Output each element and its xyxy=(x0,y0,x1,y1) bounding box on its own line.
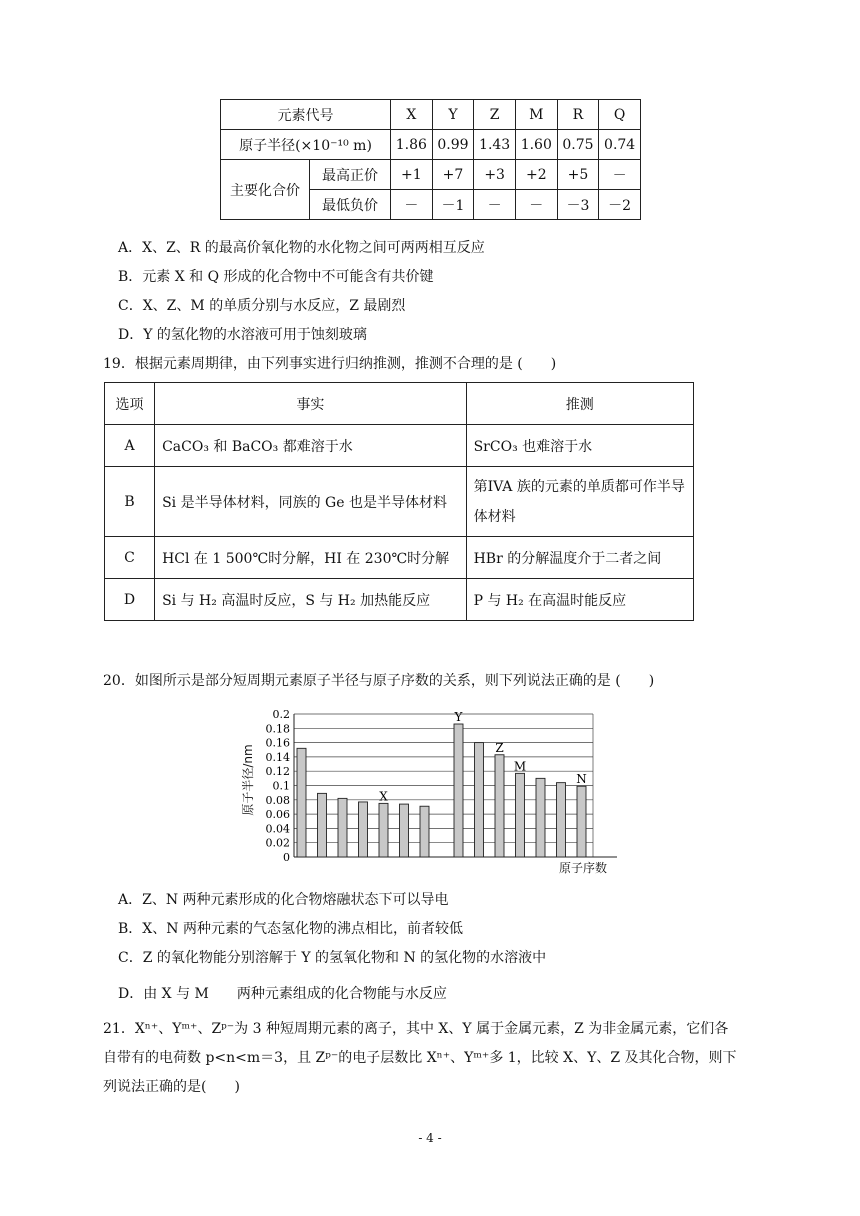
y-tick-label: 0 xyxy=(283,851,290,864)
table-row xyxy=(105,579,694,621)
bar xyxy=(495,755,504,857)
valence-cell: +1 xyxy=(391,160,433,190)
chart-bars xyxy=(297,710,587,857)
table-row xyxy=(221,130,641,160)
valence-cell: － xyxy=(599,160,641,190)
element-symbol-cell: Z xyxy=(474,100,516,130)
y-tick-label: 0.04 xyxy=(265,822,290,836)
table-row xyxy=(105,537,694,579)
bar xyxy=(516,773,525,857)
y-tick-label: 0.1 xyxy=(272,779,290,793)
valence-cell: － xyxy=(474,190,516,220)
bar xyxy=(454,724,463,857)
atomic-radius-chart xyxy=(235,700,625,880)
table-header-cell: 最低负价 xyxy=(310,190,391,220)
q19-stem: 19．根据元素周期律，由下列事实进行归纳推测，推测不合理的是 ( ) xyxy=(103,356,557,372)
bar xyxy=(536,778,545,857)
q19-header-inference: 推测 xyxy=(466,383,693,425)
q19-option-cell: D xyxy=(105,579,155,621)
q20-stem: 20．如图所示是部分短周期元素原子半径与原子序数的关系，则下列说法正确的是 ( ) xyxy=(103,673,655,689)
q19-header-option: 选项 xyxy=(105,383,155,425)
q19-fact-cell: Si 与 H₂ 高温时反应，S 与 H₂ 加热能反应 xyxy=(155,579,467,621)
valence-cell: －2 xyxy=(599,190,641,220)
chart-ticks xyxy=(266,708,291,864)
q18-option-b: B．元素 X 和 Q 形成的化合物中不可能含有共价键 xyxy=(118,269,434,285)
table-row xyxy=(221,100,641,130)
table-header-cell: 原子半径(×10⁻¹⁰ m) xyxy=(221,130,391,160)
q19-fact-cell: HCl 在 1 500℃时分解，HI 在 230℃时分解 xyxy=(155,537,467,579)
q19-option-cell: B xyxy=(105,467,155,537)
q19-fact-cell: Si 是半导体材料，同族的 Ge 也是半导体材料 xyxy=(155,467,467,537)
valence-cell: － xyxy=(515,190,557,220)
q19-table xyxy=(104,382,694,621)
valence-cell: +3 xyxy=(474,160,516,190)
bar-label: M xyxy=(513,759,527,774)
page-number: - 4 - xyxy=(418,1131,442,1145)
q19-inference-cell: 第IVA 族的元素的单质都可作半导体材料 xyxy=(466,467,693,537)
y-tick-label: 0.14 xyxy=(265,750,290,764)
q19-header-fact: 事实 xyxy=(155,383,467,425)
chart-xlabel: 原子序数 xyxy=(558,861,608,875)
q19-inference-cell: HBr 的分解温度介于二者之间 xyxy=(466,537,693,579)
y-tick-label: 0.06 xyxy=(265,808,290,822)
y-tick-label: 0.16 xyxy=(265,736,290,750)
y-tick-label: 0.18 xyxy=(265,722,290,736)
bar xyxy=(400,804,409,857)
q21-line-3: 列说法正确的是( ) xyxy=(103,1079,240,1095)
bar-label: Z xyxy=(495,740,504,755)
chart-ylabel: 原子半径/nm xyxy=(241,744,255,816)
table-row xyxy=(221,160,641,190)
q19-option-cell: A xyxy=(105,425,155,467)
element-symbol-cell: X xyxy=(391,100,433,130)
valence-cell: －3 xyxy=(557,190,599,220)
y-tick-label: 0.12 xyxy=(265,765,290,779)
bar xyxy=(318,793,327,857)
q21-line-2: 自带有的电荷数 p<n<m＝3，且 Zᵖ⁻的电子层数比 Xⁿ⁺、Yᵐ⁺多 1，比较 X、Y、Z 及其化合物，则下 xyxy=(103,1050,737,1066)
element-symbol-cell: M xyxy=(515,100,557,130)
q19-inference-cell: P 与 H₂ 在高温时能反应 xyxy=(466,579,693,621)
table-row xyxy=(105,383,694,425)
y-tick-label: 0.02 xyxy=(265,836,290,850)
bar xyxy=(577,786,586,857)
q18-option-d: D．Y 的氢化物的水溶液可用于蚀刻玻璃 xyxy=(118,327,367,343)
element-symbol-cell: R xyxy=(557,100,599,130)
bar-label: N xyxy=(576,772,587,787)
table-row xyxy=(105,425,694,467)
bar-label: X xyxy=(379,789,388,804)
q18-option-a: A．X、Z、R 的最高价氧化物的水化物之间可两两相互反应 xyxy=(118,240,485,256)
bar xyxy=(379,803,388,857)
table-header-cell: 主要化合价 xyxy=(221,160,310,220)
q21-line-1: 21．Xⁿ⁺、Yᵐ⁺、Zᵖ⁻为 3 种短周期元素的离子，其中 X、Y 属于金属元素，Z 为非金属元素，它们各 xyxy=(103,1021,729,1037)
element-symbol-cell: Y xyxy=(432,100,474,130)
bar xyxy=(338,798,347,857)
bar xyxy=(557,783,566,857)
y-tick-label: 0.08 xyxy=(265,793,290,807)
q18-option-c: C．X、Z、M 的单质分别与水反应，Z 最剧烈 xyxy=(118,298,406,314)
bar xyxy=(359,802,368,857)
valence-cell: － xyxy=(391,190,433,220)
q20-option-c: C．Z 的氧化物能分别溶解于 Y 的氢氧化物和 N 的氢化物的水溶液中 xyxy=(118,950,547,966)
bar xyxy=(475,743,484,857)
q20-option-d: D．由 X 与 M 两种元素组成的化合物能与水反应 xyxy=(118,986,447,1002)
element-data-table xyxy=(220,99,641,220)
table-header-cell: 元素代号 xyxy=(221,100,391,130)
valence-cell: +2 xyxy=(515,160,557,190)
bar xyxy=(420,806,429,857)
q20-option-a: A．Z、N 两种元素形成的化合物熔融状态下可以导电 xyxy=(118,892,449,908)
radius-cell: 1.86 xyxy=(391,130,433,160)
table-header-cell: 最高正价 xyxy=(310,160,391,190)
q19-inference-cell: SrCO₃ 也难溶于水 xyxy=(466,425,693,467)
bar-label: Y xyxy=(454,710,463,725)
q19-option-cell: C xyxy=(105,537,155,579)
radius-cell: 1.60 xyxy=(515,130,557,160)
table-row xyxy=(105,467,694,537)
radius-cell: 1.43 xyxy=(474,130,516,160)
radius-cell: 0.74 xyxy=(599,130,641,160)
valence-cell: +7 xyxy=(432,160,474,190)
element-symbol-cell: Q xyxy=(599,100,641,130)
q19-fact-cell: CaCO₃ 和 BaCO₃ 都难溶于水 xyxy=(155,425,467,467)
y-tick-label: 0.2 xyxy=(272,708,290,721)
valence-cell: －1 xyxy=(432,190,474,220)
q20-option-b: B．X、N 两种元素的气态氢化物的沸点相比，前者较低 xyxy=(118,921,463,937)
valence-cell: +5 xyxy=(557,160,599,190)
radius-cell: 0.99 xyxy=(432,130,474,160)
radius-cell: 0.75 xyxy=(557,130,599,160)
bar xyxy=(297,748,306,857)
